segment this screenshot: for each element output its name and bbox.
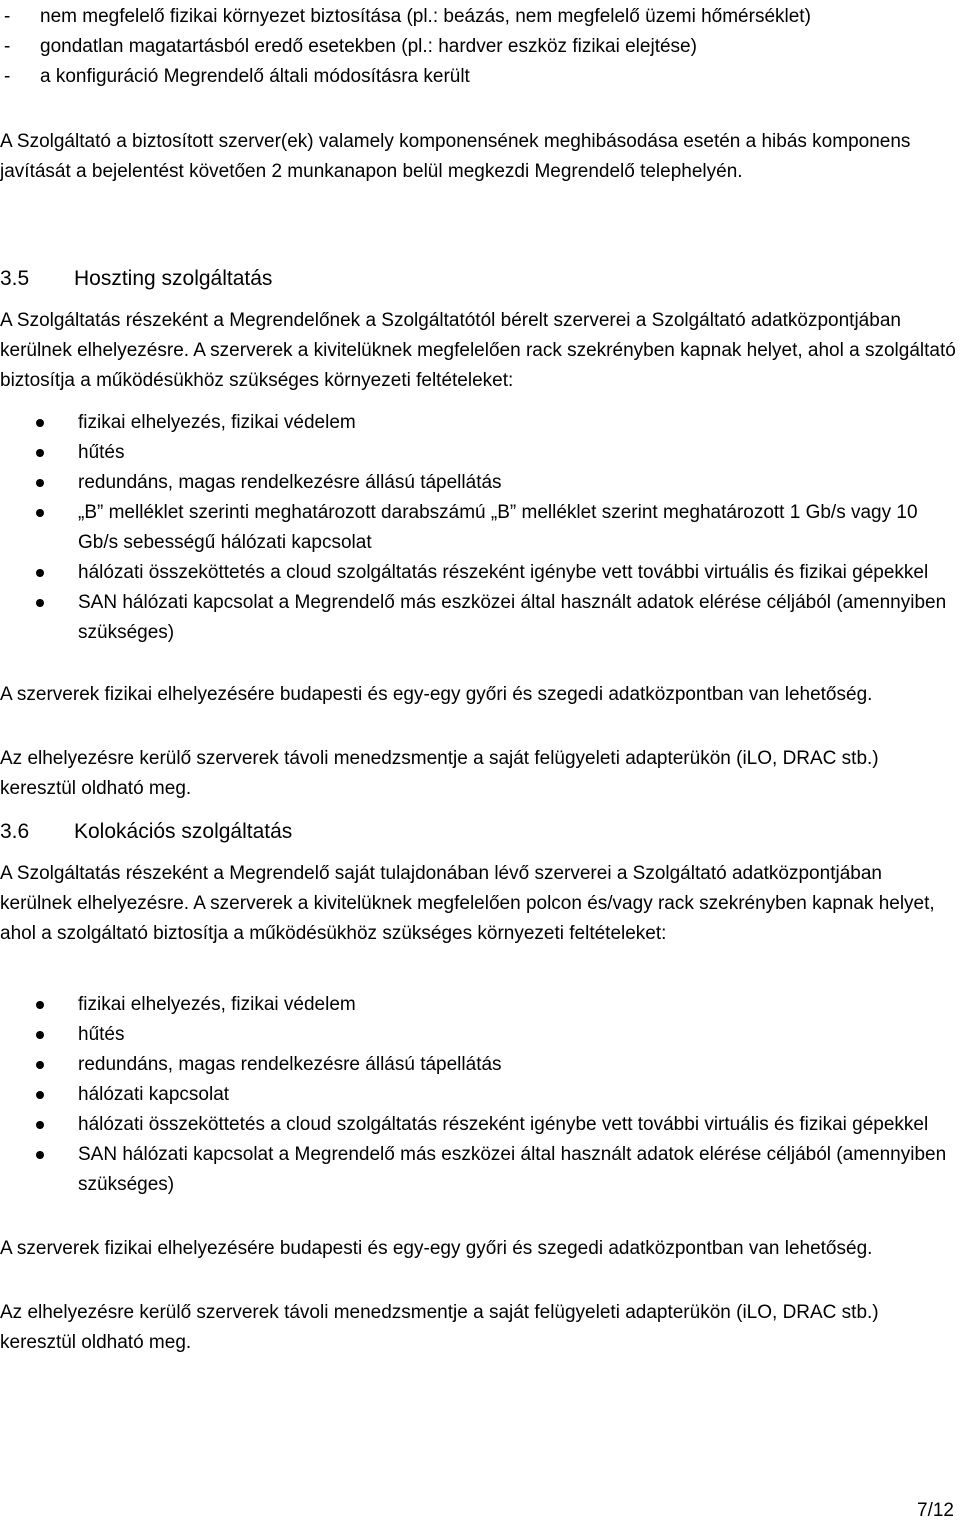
list-item-text: redundáns, magas rendelkezésre állású tápellátás <box>78 1054 502 1075</box>
colocation-location-paragraph: A szerverek fizikai elhelyezésére budapesti és egy-egy győri és szegedi adatközpontban van lehetőség. <box>0 1238 873 1259</box>
hosting-location-paragraph: A szerverek fizikai elhelyezésére budapesti és egy-egy győri és szegedi adatközpontban van lehetőség. <box>0 684 873 705</box>
list-item-text: SAN hálózati kapcsolat a Megrendelő más eszközei által használt adatok elérése céljából (amennyiben szükséges) <box>78 1144 947 1195</box>
list-item-text: hűtés <box>78 442 125 463</box>
list-item <box>0 1050 958 1080</box>
bullet-icon <box>36 1151 44 1159</box>
dash-list-item: - nem megfelelő fizikai környezet biztosítása (pl.: beázás, nem megfelelő üzemi hőmérséklet) <box>4 2 954 32</box>
list-item <box>0 558 958 588</box>
list-item-text: fizikai elhelyezés, fizikai védelem <box>78 994 356 1015</box>
list-item <box>0 1020 958 1050</box>
repair-paragraph: A Szolgáltató a biztosított szerver(ek) valamely komponensének meghibásodása esetén a hibás komponens javítását a bejelentést követően 2 munkanapon belül megkezdi Megrendelő telephelyén. <box>0 131 911 182</box>
dash-list-item-text: gondatlan magatartásból eredő esetekben (pl.: hardver eszköz fizikai elejtése) <box>40 36 697 57</box>
colocation-bullet-list <box>0 990 958 1200</box>
bullet-icon <box>36 599 44 607</box>
dash-list <box>4 2 954 92</box>
list-item-text: hűtés <box>78 1024 125 1045</box>
list-item-text: hálózati kapcsolat <box>78 1084 230 1105</box>
bullet-icon <box>36 479 44 487</box>
list-item <box>0 990 958 1020</box>
list-item <box>0 408 958 438</box>
list-item-text: hálózati összeköttetés a cloud szolgáltatás részeként igénybe vett további virtuális és fizikai gépekkel <box>78 1114 929 1135</box>
section-title: Kolokációs szolgáltatás <box>74 820 293 843</box>
list-item-text: „B” melléklet szerinti meghatározott darabszámú „B” melléklet szerint meghatározott 1 Gb/s vagy 10 Gb/s sebességű hálózati kapcsolat <box>78 502 918 553</box>
bullet-icon <box>36 1121 44 1129</box>
bullet-icon <box>36 1001 44 1009</box>
colocation-intro-paragraph: A Szolgáltatás részeként a Megrendelő saját tulajdonában lévő szerverei a Szolgáltató adatközpontjában kerülnek elhelyezésre. A szerverek a kivitelüknek megfelelően polcon és/vagy rack szekrényben kapnak helyet, ahol a szolgáltató biztosítja a működésükhöz szükséges környezeti feltételeket: <box>0 863 935 944</box>
hosting-intro-paragraph: A Szolgáltatás részeként a Megrendelőnek a Szolgáltatótól bérelt szerverei a Szolgáltató adatközpontjában kerülnek elhelyezésre. A szerverek a kivitelüknek megfelelően rack szekrényben kapnak helyet, ahol a szolgáltató biztosítja a működésükhöz szükséges környezeti feltételeket: <box>0 310 956 391</box>
bullet-icon <box>36 1031 44 1039</box>
dash-list-item-text: a konfiguráció Megrendelő általi módosításra került <box>40 66 470 87</box>
list-item-text: SAN hálózati kapcsolat a Megrendelő más eszközei által használt adatok elérése céljából (amennyiben szükséges) <box>78 592 947 643</box>
dash-list-item: - gondatlan magatartásból eredő esetekben (pl.: hardver eszköz fizikai elejtése) <box>4 32 954 62</box>
list-item <box>0 588 958 648</box>
colocation-remote-paragraph: Az elhelyezésre kerülő szerverek távoli menedzsmentje a saját felügyeleti adapterükön (iLO, DRAC stb.) keresztül oldható meg. <box>0 1302 879 1353</box>
page-number: 7/12 <box>917 1500 954 1521</box>
bullet-icon <box>36 1091 44 1099</box>
list-item <box>0 1110 958 1140</box>
list-item <box>0 1140 958 1200</box>
bullet-icon <box>36 1061 44 1069</box>
bullet-icon <box>36 569 44 577</box>
list-item <box>0 1080 958 1110</box>
list-item-text: fizikai elhelyezés, fizikai védelem <box>78 412 356 433</box>
section-heading-3-5 <box>0 264 272 294</box>
list-item-text: redundáns, magas rendelkezésre állású tápellátás <box>78 472 502 493</box>
section-title: Hoszting szolgáltatás <box>74 267 273 290</box>
section-number: 3.5 <box>0 267 30 290</box>
list-item <box>0 498 958 558</box>
section-number: 3.6 <box>0 820 30 843</box>
hosting-bullet-list <box>0 408 958 648</box>
bullet-icon <box>36 449 44 457</box>
dash-list-item: - a konfiguráció Megrendelő általi módosításra került <box>4 62 954 92</box>
list-item <box>0 468 958 498</box>
dash-list-item-text: nem megfelelő fizikai környezet biztosítása (pl.: beázás, nem megfelelő üzemi hőmérséklet) <box>40 6 811 27</box>
list-item <box>0 438 958 468</box>
bullet-icon <box>36 419 44 427</box>
section-heading-3-6 <box>0 817 292 847</box>
bullet-icon <box>36 509 44 517</box>
list-item-text: hálózati összeköttetés a cloud szolgáltatás részeként igénybe vett további virtuális és fizikai gépekkel <box>78 562 929 583</box>
hosting-remote-paragraph: Az elhelyezésre kerülő szerverek távoli menedzsmentje a saját felügyeleti adapterükön (iLO, DRAC stb.) keresztül oldható meg. <box>0 748 879 799</box>
